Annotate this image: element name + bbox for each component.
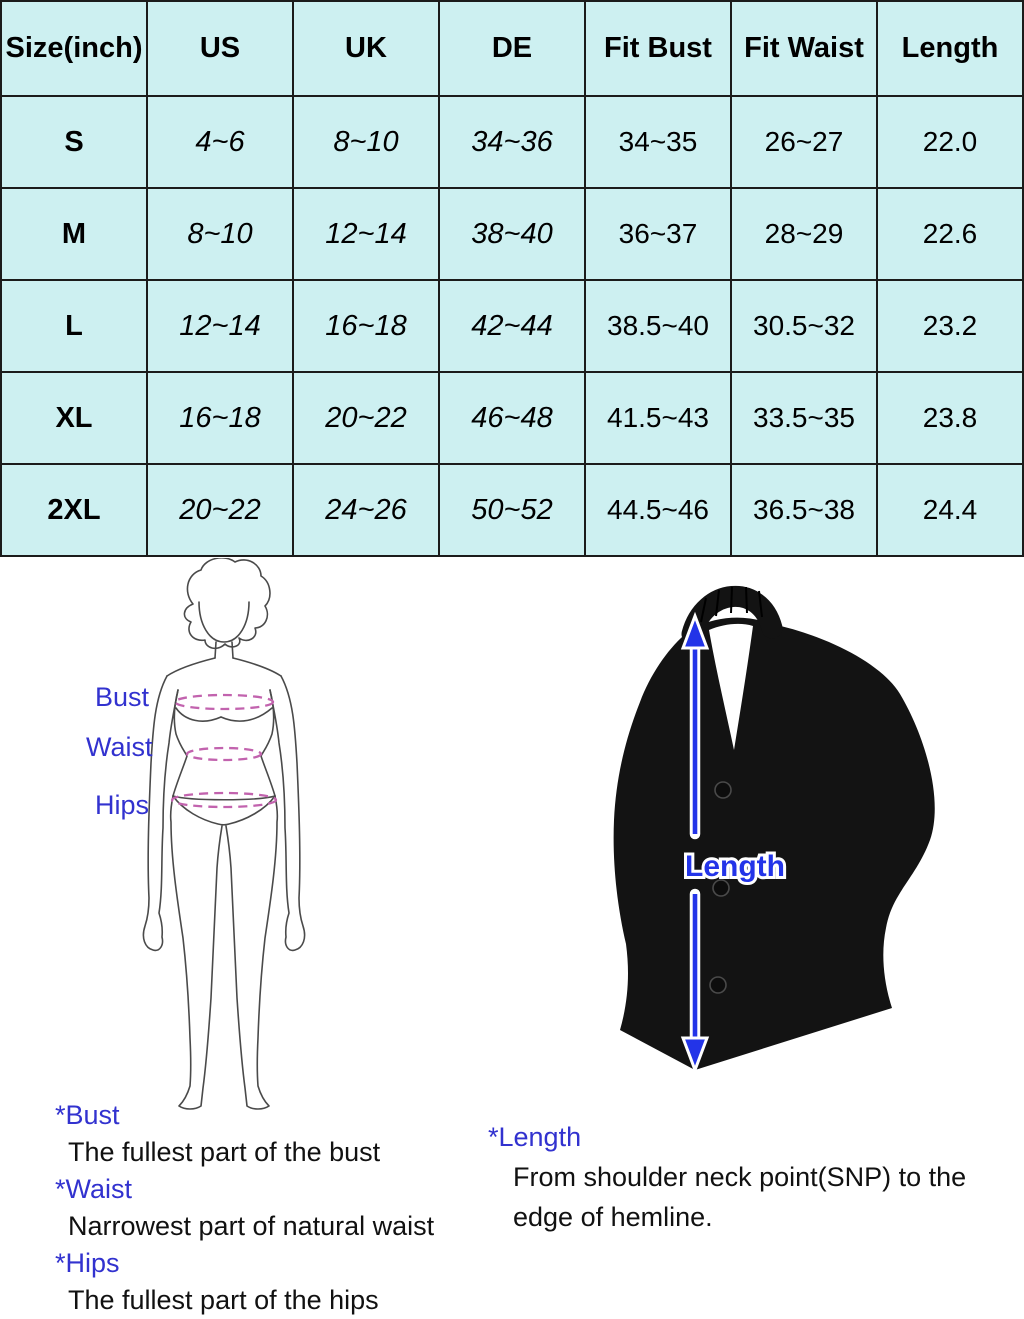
size-chart-table <box>0 0 1024 557</box>
table-row <box>1 96 1023 188</box>
vest-silhouette <box>614 618 935 1070</box>
length-desc: From shoulder neck point(SNP) to the edge of hemline. <box>513 1162 967 1232</box>
waist-desc: Narrowest part of natural waist <box>68 1211 435 1241</box>
table-cell: 26~27 <box>731 96 877 188</box>
col-header-uk: UK <box>293 1 439 96</box>
table-cell: 16~18 <box>293 280 439 372</box>
table-cell: 8~10 <box>293 96 439 188</box>
table-cell: L <box>1 280 147 372</box>
table-cell: 44.5~46 <box>585 464 731 556</box>
table-cell: M <box>1 188 147 280</box>
length-term: *Length <box>488 1122 582 1152</box>
table-cell: 28~29 <box>731 188 877 280</box>
vest-button <box>715 782 731 798</box>
body-measurement-figure <box>75 558 375 1118</box>
table-cell: 33.5~35 <box>731 372 877 464</box>
waist-measure-line <box>187 748 261 760</box>
table-cell: 36.5~38 <box>731 464 877 556</box>
hips-label: Hips <box>95 790 150 820</box>
table-cell: 22.6 <box>877 188 1023 280</box>
vest-button <box>710 977 726 993</box>
right-definitions <box>488 1117 1013 1237</box>
table-cell: 4~6 <box>147 96 293 188</box>
table-cell: XL <box>1 372 147 464</box>
table-cell: 46~48 <box>439 372 585 464</box>
table-cell: 23.8 <box>877 372 1023 464</box>
col-header-de: DE <box>439 1 585 96</box>
table-cell: 12~14 <box>293 188 439 280</box>
table-cell: 38.5~40 <box>585 280 731 372</box>
col-header-us: US <box>147 1 293 96</box>
hips-term: *Hips <box>55 1248 120 1278</box>
col-header-fit-bust: Fit Bust <box>585 1 731 96</box>
table-cell: S <box>1 96 147 188</box>
table-cell: 24~26 <box>293 464 439 556</box>
table-cell: 34~36 <box>439 96 585 188</box>
hips-desc: The fullest part of the hips <box>68 1285 379 1315</box>
table-row <box>1 188 1023 280</box>
table-cell: 20~22 <box>147 464 293 556</box>
vest-length-illustration <box>580 578 960 1113</box>
table-cell: 34~35 <box>585 96 731 188</box>
table-cell: 41.5~43 <box>585 372 731 464</box>
table-cell: 42~44 <box>439 280 585 372</box>
bust-measure-line <box>175 695 273 709</box>
col-header-fit-waist: Fit Waist <box>731 1 877 96</box>
table-cell: 38~40 <box>439 188 585 280</box>
vest-length-label: Length <box>685 850 785 883</box>
table-row <box>1 280 1023 372</box>
table-cell: 22.0 <box>877 96 1023 188</box>
col-header-length: Length <box>877 1 1023 96</box>
table-cell: 23.2 <box>877 280 1023 372</box>
figure-hair <box>184 558 270 648</box>
table-cell: 36~37 <box>585 188 731 280</box>
bust-label: Bust <box>95 682 150 712</box>
bust-desc: The fullest part of the bust <box>68 1137 381 1167</box>
table-cell: 8~10 <box>147 188 293 280</box>
table-cell: 24.4 <box>877 464 1023 556</box>
table-row <box>1 464 1023 556</box>
table-cell: 20~22 <box>293 372 439 464</box>
table-cell: 2XL <box>1 464 147 556</box>
figure-face <box>199 602 249 642</box>
table-cell: 12~14 <box>147 280 293 372</box>
table-cell: 16~18 <box>147 372 293 464</box>
col-header-size: Size(inch) <box>1 1 147 96</box>
table-header-row <box>1 1 1023 96</box>
table-cell: 50~52 <box>439 464 585 556</box>
table-cell: 30.5~32 <box>731 280 877 372</box>
table-row <box>1 372 1023 464</box>
waist-term: *Waist <box>55 1174 133 1204</box>
bust-term: *Bust <box>55 1100 120 1130</box>
waist-label: Waist <box>86 732 153 762</box>
left-definitions <box>55 1097 434 1319</box>
